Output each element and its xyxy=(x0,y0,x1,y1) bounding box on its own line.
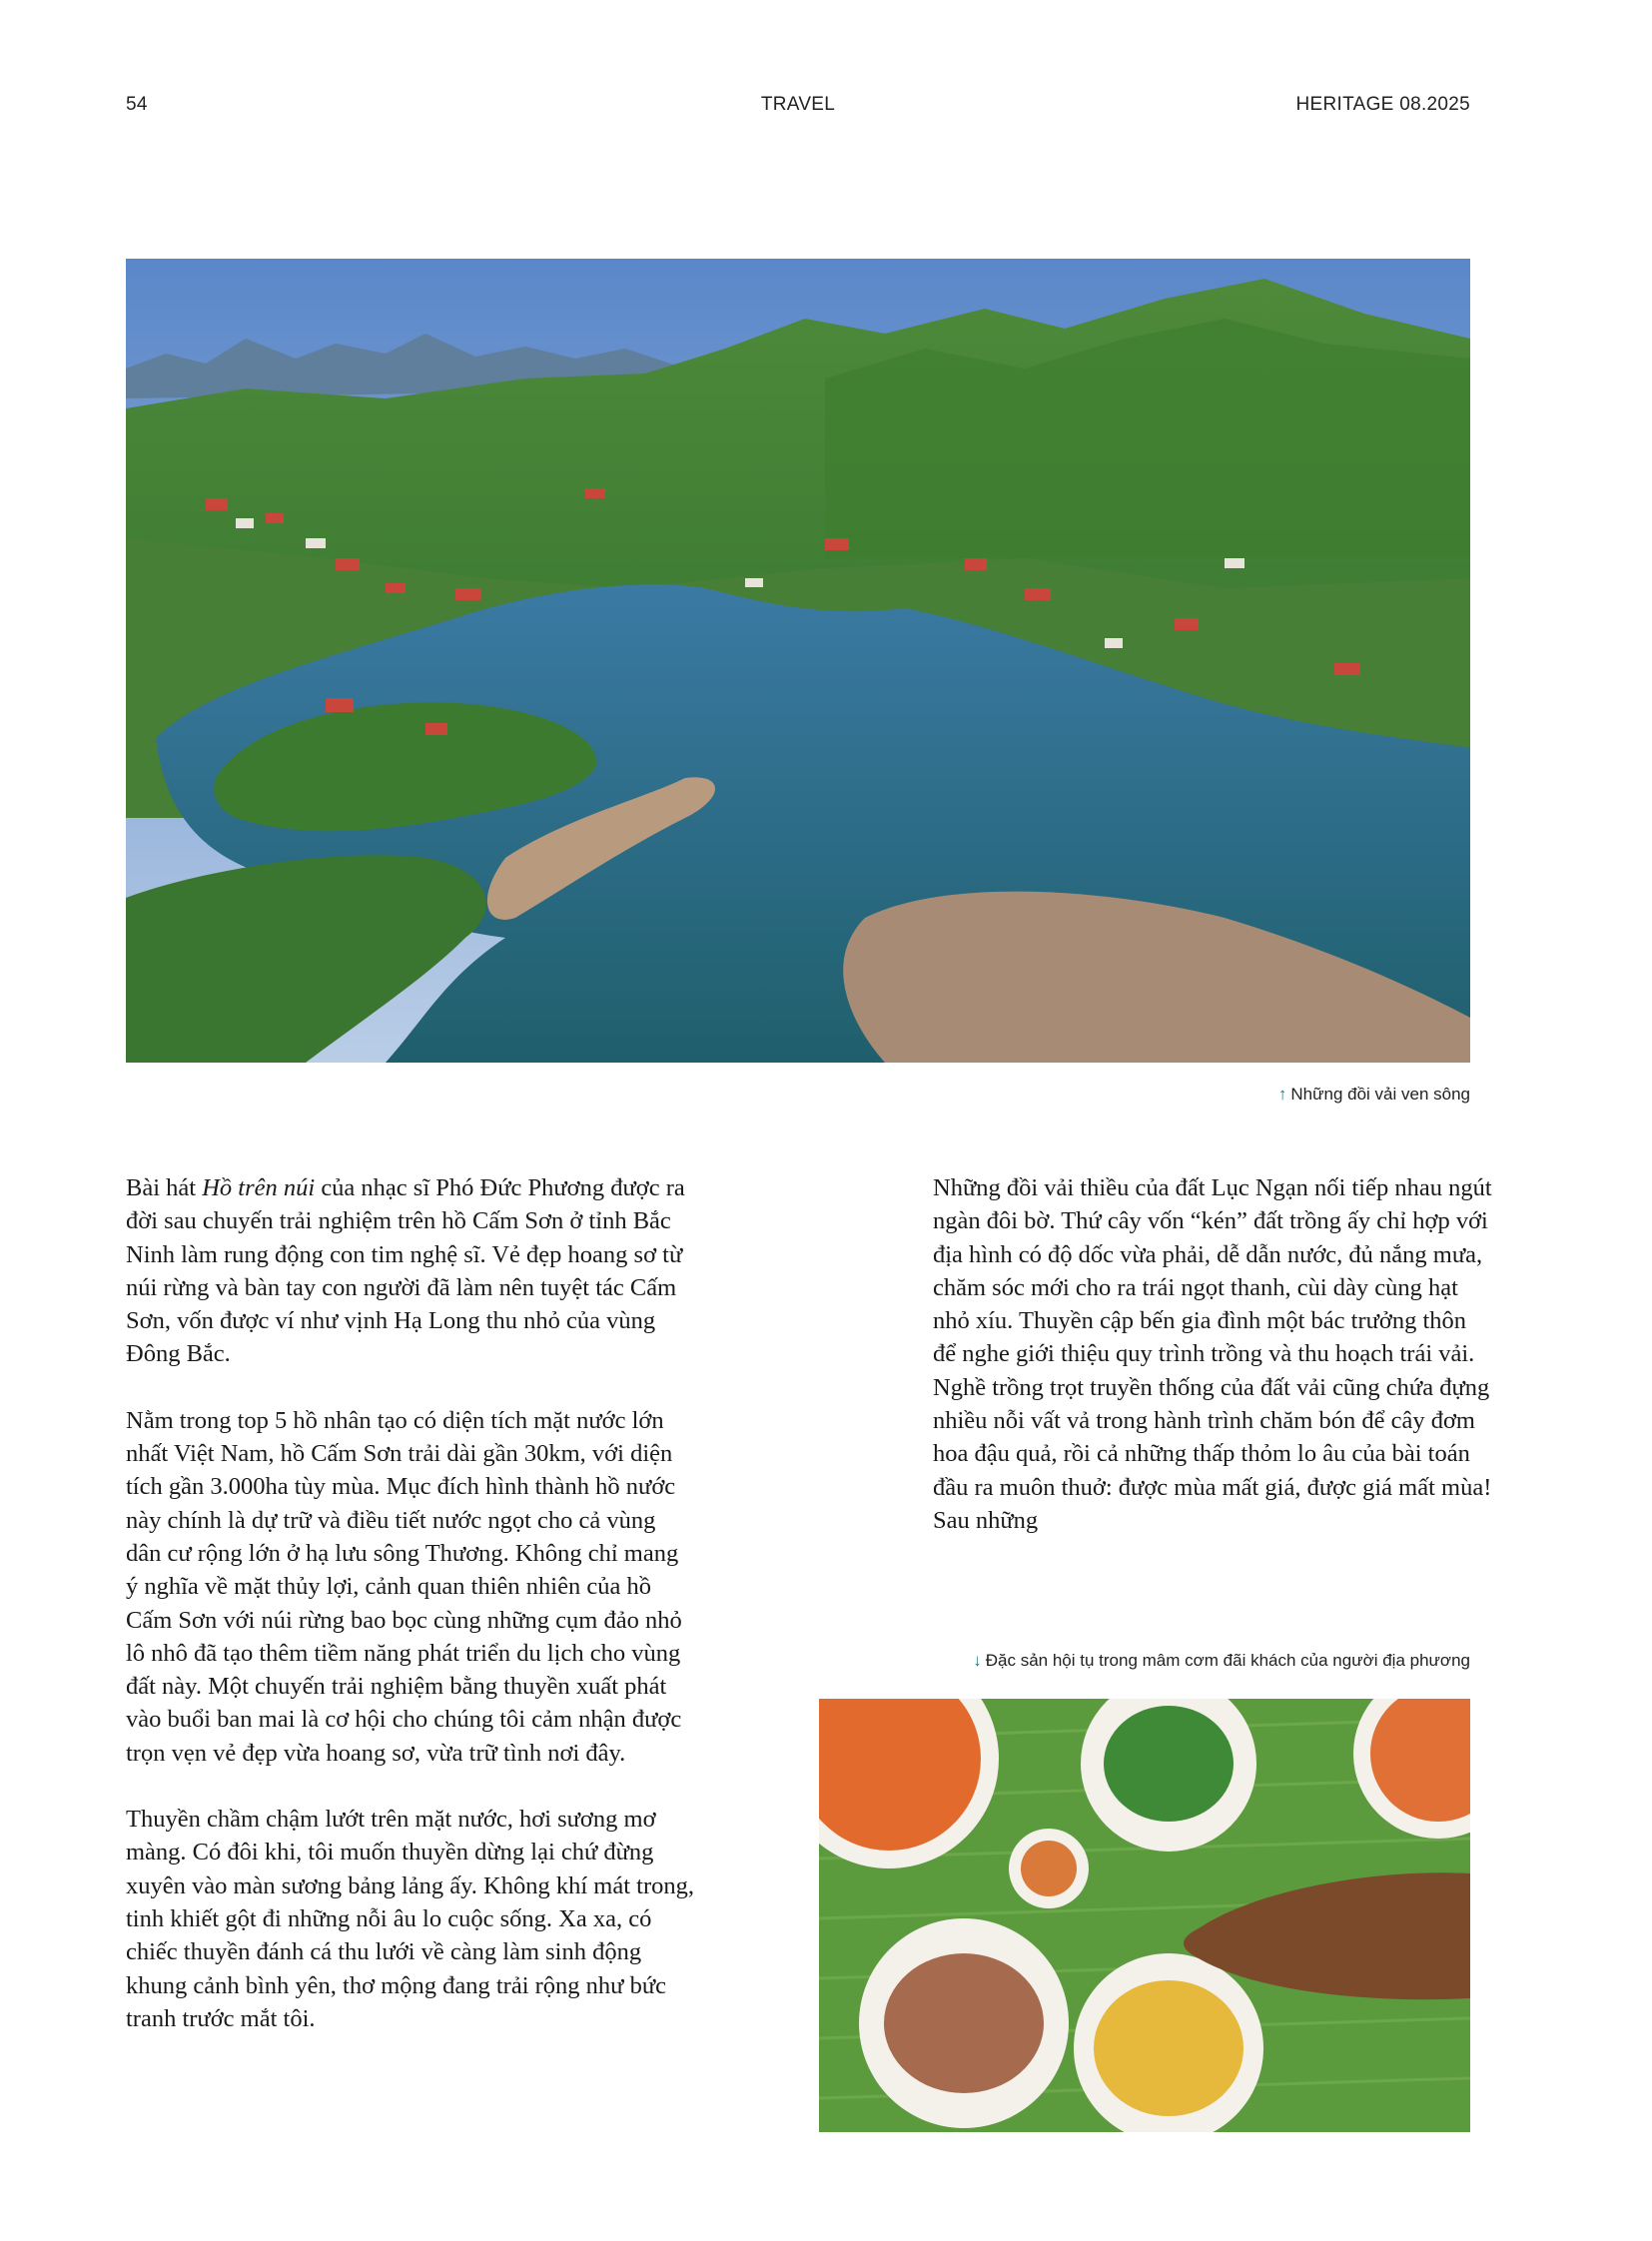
issue-label: HERITAGE 08.2025 xyxy=(1295,94,1470,115)
article-paragraph-1: Bài hát Hồ trên núi của nhạc sĩ Phó Đức Phương được ra đời sau chuyến trải nghiệm trên hồ Cấm Sơn ở tỉnh Bắc Ninh làm rung động con tim nghệ sĩ. Vẻ đẹp hoang sơ từ núi rừng và bàn tay con người đã làm nên tuyệt tác Cấm Sơn, vốn được ví như vịnh Hạ Long thu nhỏ của vùng Đông Bắc. xyxy=(126,1174,685,1368)
food-caption-text: Đặc sản hội tụ trong mâm cơm đãi khách của người địa phương xyxy=(985,1651,1470,1670)
arrow-down-icon: ↓ xyxy=(973,1651,982,1670)
hero-caption xyxy=(1278,1085,1470,1105)
article-column-right xyxy=(933,1171,1492,1570)
hero-caption-text: Những đồi vải ven sông xyxy=(1290,1085,1470,1104)
hero-lake-photo xyxy=(126,259,1470,1063)
article-paragraph-3: Thuyền chầm chậm lướt trên mặt nước, hơi sương mơ màng. Có đôi khi, tôi muốn thuyền dừng lại chứ đừng xuyên vào màn sương bảng lảng ấy. Không khí mát trong, tinh khiết gột đi những nỗi âu lo cuộc sống. Xa xa, có chiếc thuyền đánh cá thu lưới về càng làm sinh động khung cảnh bình yên, thơ mộng đang trải rộng như bức tranh trước mắt tôi. xyxy=(126,1806,694,2032)
section-title: TRAVEL xyxy=(760,94,836,115)
food-tray-photo xyxy=(819,1699,1470,2132)
page-number: 54 xyxy=(126,94,148,115)
food-illustration xyxy=(819,1699,1470,2132)
page-header xyxy=(126,94,1470,124)
food-caption xyxy=(973,1651,1470,1671)
arrow-up-icon: ↑ xyxy=(1277,1085,1287,1104)
hero-lake-illustration xyxy=(126,259,1470,1063)
article-column-left xyxy=(126,1171,695,2068)
song-title: Hồ trên núi xyxy=(202,1174,316,1201)
article-paragraph-4: Những đồi vải thiều của đất Lục Ngạn nối tiếp nhau ngút ngàn đôi bờ. Thứ cây vốn “kén” đất trồng ấy chỉ hợp với địa hình có độ dốc vừa phải, dễ dẫn nước, đủ nắng mưa, chăm sóc mới cho ra trái ngọt thanh, cùi dày cùng hạt nhỏ xíu. Thuyền cập bến gia đình một bác trưởng thôn để nghe giới thiệu quy trình trồng và thu hoạch trái vải. Nghề trồng trọt truyền thống của đất vải cũng chứa đựng nhiều nỗi vất vả trong hành trình chăm bón để cây đơm hoa đậu quả, rồi cả những thấp thỏm lo âu của bài toán đầu ra muôn thuở: được mùa mất giá, được giá mất mùa! Sau những xyxy=(933,1174,1492,1534)
article-paragraph-2: Nằm trong top 5 hồ nhân tạo có diện tích mặt nước lớn nhất Việt Nam, hồ Cấm Sơn trải dài gần 30km, với diện tích gần 3.000ha tùy mùa. Mục đích hình thành hồ nước này chính là dự trữ và điều tiết nước ngọt cho cả vùng dân cư rộng lớn ở hạ lưu sông Thương. Không chỉ mang ý nghĩa về mặt thủy lợi, cảnh quan thiên nhiên của hồ Cấm Sơn với núi rừng bao bọc cùng những cụm đảo nhỏ lô nhô đã tạo thêm tiềm năng phát triển du lịch cho vùng đất này. Một chuyến trải nghiệm bằng thuyền xuất phát vào buổi ban mai là cơ hội cho chúng tôi cảm nhận được trọn vẹn vẻ đẹp vừa hoang sơ, vừa trữ tình nơi đây. xyxy=(126,1406,682,1767)
